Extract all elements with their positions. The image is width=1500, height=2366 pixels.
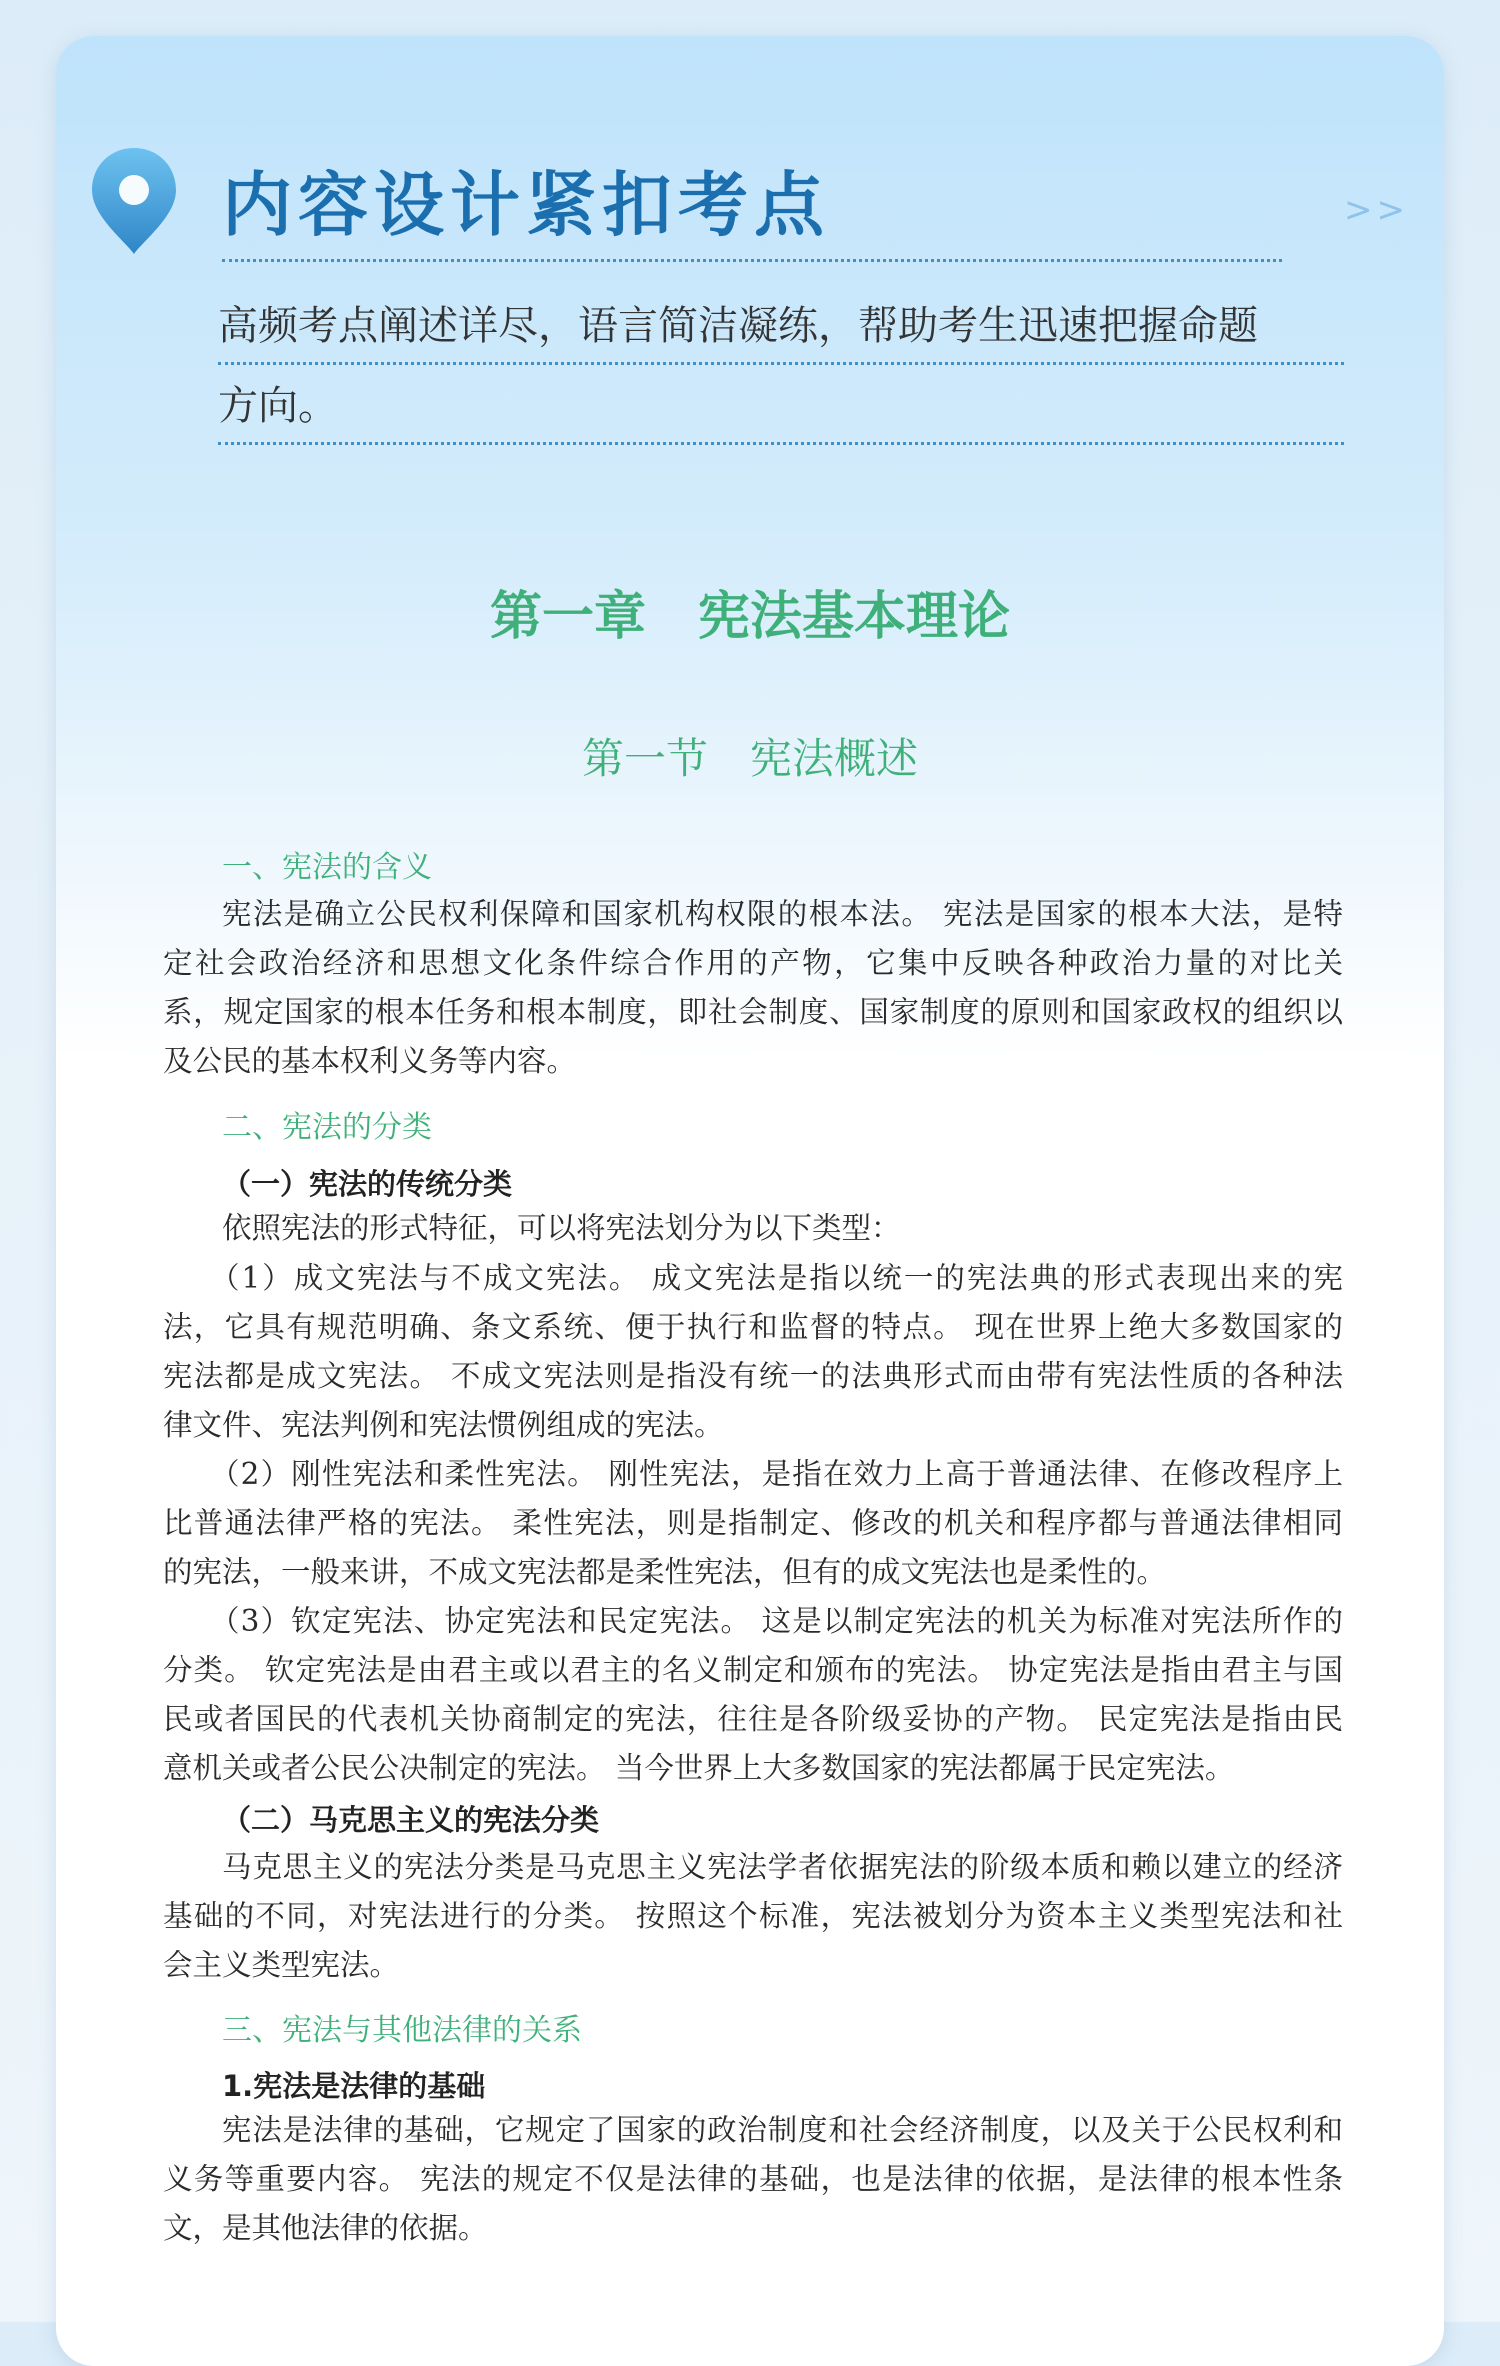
body-line: 的宪法，一般来讲，不成文宪法都是柔性宪法，但有的成文宪法也是柔性的。 <box>163 1555 1167 1589</box>
body-line: （1）成文宪法与不成文宪法。 成文宪法是指以统一的宪法典的形式表现出来的宪 <box>210 1261 1343 1295</box>
subheading-traditional: （一）宪法的传统分类 <box>222 1167 513 1201</box>
page-title: 内容设计紧扣考点 <box>222 164 830 246</box>
body-line: 义务等重要内容。 宪法的规定不仅是法律的基础，也是法律的依据，是法律的根本性条 <box>163 2162 1343 2196</box>
subheading-marxist: （二）马克思主义的宪法分类 <box>222 1803 600 1837</box>
heading-classification: 二、宪法的分类 <box>222 1110 432 1145</box>
body-line: （3）钦定宪法、协定宪法和民定宪法。 这是以制定宪法的机关为标准对宪法所作的 <box>210 1604 1343 1638</box>
body-line: 会主义类型宪法。 <box>163 1948 400 1982</box>
body-line: 宪法都是成文宪法。 不成文宪法则是指没有统一的法典形式而由带有宪法性质的各种法 <box>163 1359 1343 1393</box>
body-line: 依照宪法的形式特征，可以将宪法划分为以下类型： <box>222 1211 901 1245</box>
arrows-icon: >> <box>1344 190 1409 230</box>
body-line: （2）刚性宪法和柔性宪法。 刚性宪法，是指在效力上高于普通法律、在修改程序上 <box>210 1457 1343 1491</box>
tagline-line-2: 方向。 <box>218 383 338 429</box>
body-line: 民或者国民的代表机关协商制定的宪法，往往是各阶级妥协的产物。 民定宪法是指由民 <box>163 1702 1343 1736</box>
divider <box>218 442 1344 445</box>
body-line: 意机关或者公民公决制定的宪法。 当今世界上大多数国家的宪法都属于民定宪法。 <box>163 1751 1235 1785</box>
body-line: 及公民的基本权利义务等内容。 <box>163 1044 577 1078</box>
heading-meaning: 一、宪法的含义 <box>222 850 432 885</box>
body-line: 比普通法律严格的宪法。 柔性宪法，则是指制定、修改的机关和程序都与普通法律相同 <box>163 1506 1343 1540</box>
body-line: 分类。 钦定宪法是由君主或以君主的名义制定和颁布的宪法。 协定宪法是指由君主与国 <box>163 1653 1343 1687</box>
body-line: 律文件、宪法判例和宪法惯例组成的宪法。 <box>163 1408 724 1442</box>
subheading-foundation: 1.宪法是法律的基础 <box>222 2069 486 2103</box>
body-line: 宪法是确立公民权利保障和国家机构权限的根本法。 宪法是国家的根本大法，是特 <box>222 897 1343 931</box>
body-line: 系，规定国家的根本任务和根本制度，即社会制度、国家制度的原则和国家政权的组织以 <box>163 995 1343 1029</box>
divider <box>218 362 1344 365</box>
body-line: 宪法是法律的基础，它规定了国家的政治制度和社会经济制度，以及关于公民权利和 <box>222 2113 1343 2147</box>
body-line: 文，是其他法律的依据。 <box>163 2211 488 2245</box>
divider <box>222 259 1282 262</box>
heading-relations: 三、宪法与其他法律的关系 <box>222 2013 582 2048</box>
body-line: 基础的不同，对宪法进行的分类。 按照这个标准，宪法被划分为资本主义类型宪法和社 <box>163 1899 1343 1933</box>
section-title: 第一节 宪法概述 <box>581 734 918 783</box>
body-line: 法，它具有规范明确、条文系统、便于执行和监督的特点。 现在世界上绝大多数国家的 <box>163 1310 1343 1344</box>
location-pin-icon <box>86 144 182 256</box>
body-line: 定社会政治经济和思想文化条件综合作用的产物，它集中反映各种政治力量的对比关 <box>163 946 1343 980</box>
chapter-title: 第一章 宪法基本理论 <box>489 587 1010 647</box>
body-line: 马克思主义的宪法分类是马克思主义宪法学者依据宪法的阶级本质和赖以建立的经济 <box>222 1850 1343 1884</box>
tagline-line-1: 高频考点阐述详尽，语言简洁凝练，帮助考生迅速把握命题 <box>218 303 1258 349</box>
